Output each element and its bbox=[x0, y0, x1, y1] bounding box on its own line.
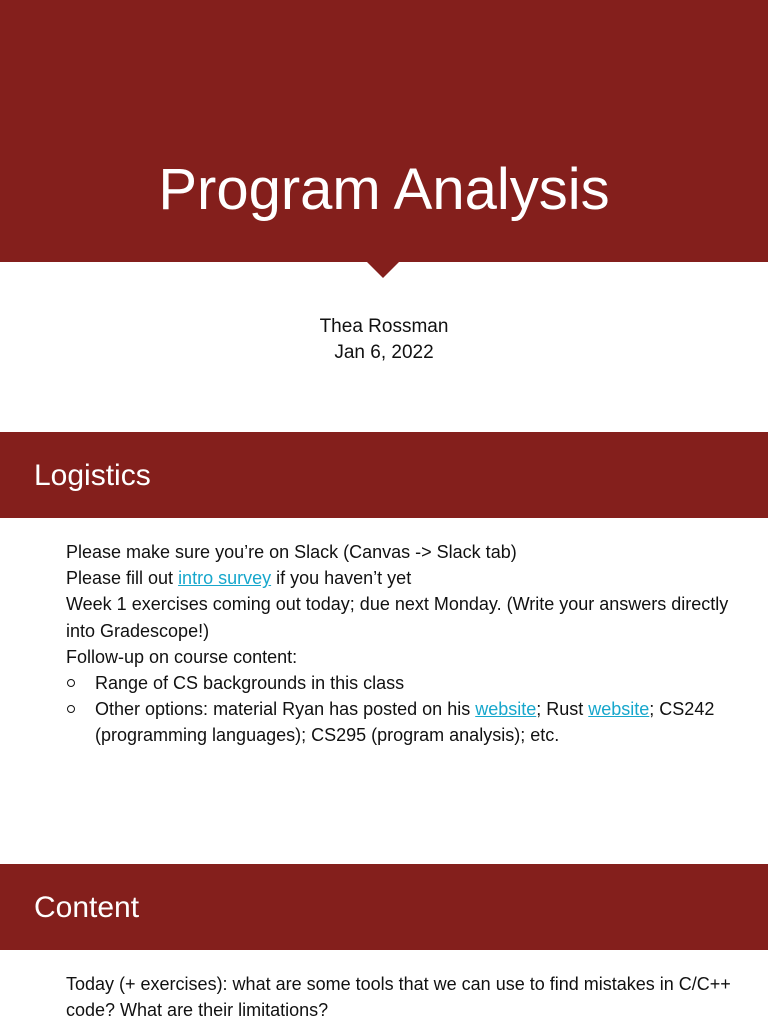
logistics-body bbox=[66, 539, 736, 749]
list-item bbox=[66, 696, 736, 748]
content-description: Today (+ exercises): what are some tools that we can use to find mistakes in C/C++ code? What are their limitations? bbox=[66, 974, 731, 1021]
presentation-title: Program Analysis bbox=[158, 157, 610, 222]
author-name: Thea Rossman bbox=[319, 316, 449, 337]
list-item-text: Range of CS backgrounds in this class bbox=[95, 673, 405, 694]
list-item-text-middle: ; Rust bbox=[536, 699, 589, 720]
logistics-heading: Logistics bbox=[34, 459, 151, 492]
survey-text-after: if you haven’t yet bbox=[271, 568, 412, 589]
list-item-text-after: ; CS242 (programming languages); CS295 (program analysis); etc. bbox=[95, 699, 715, 746]
intro-survey-link[interactable]: intro survey bbox=[178, 568, 272, 589]
list-item-text-before: Other options: material Ryan has posted on his bbox=[95, 699, 476, 720]
slack-instruction: Please make sure you’re on Slack (Canvas -> Slack tab) bbox=[66, 542, 517, 562]
content-heading: Content bbox=[34, 891, 140, 924]
survey-text-before: Please fill out bbox=[66, 568, 179, 589]
bullet-icon bbox=[67, 705, 75, 713]
follow-up-heading: Follow-up on course content: bbox=[66, 646, 298, 667]
follow-up-list bbox=[66, 670, 736, 749]
logistics-header bbox=[0, 432, 768, 518]
list-item bbox=[66, 670, 736, 696]
exercises-notice: Week 1 exercises coming out today; due next Monday. (Write your answers directly into Gradescope!) bbox=[66, 594, 729, 641]
rust-website-link[interactable]: website bbox=[588, 699, 650, 720]
banner-notch bbox=[367, 262, 399, 278]
bullet-icon bbox=[67, 679, 75, 687]
content-header bbox=[0, 864, 768, 950]
survey-instruction bbox=[66, 565, 736, 591]
presentation-date: Jan 6, 2022 bbox=[334, 342, 434, 363]
title-banner bbox=[0, 0, 768, 262]
content-body bbox=[66, 971, 736, 1023]
ryan-website-link[interactable]: website bbox=[475, 699, 537, 720]
